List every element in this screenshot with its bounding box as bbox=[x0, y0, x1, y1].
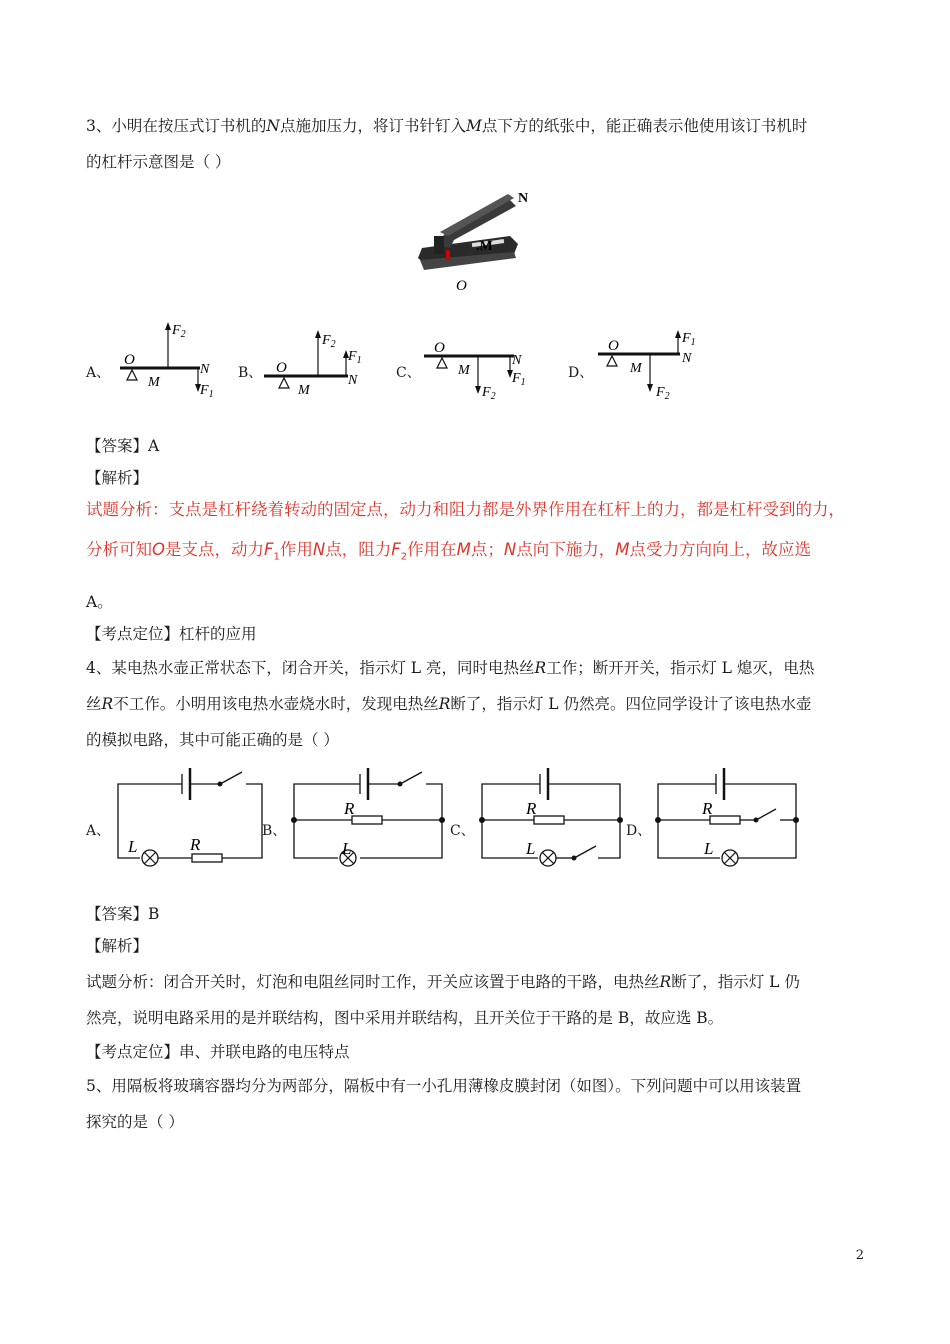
lever-c-m: M bbox=[458, 363, 470, 378]
q4-analysis-heading: 【解析】 bbox=[86, 937, 149, 955]
circuit-diagram-a bbox=[110, 762, 270, 872]
lever-b-f1: $F_1$ bbox=[348, 349, 362, 366]
q3-option-c-letter: C、 bbox=[396, 365, 421, 381]
lever-a-n: N bbox=[200, 362, 210, 377]
lever-c-o: O bbox=[434, 340, 445, 356]
circuit-diagram-d bbox=[650, 762, 814, 872]
q3-analysis-heading: 【解析】 bbox=[86, 469, 149, 487]
circuit-a-r: R bbox=[190, 835, 201, 854]
circuit-c-l: L bbox=[526, 839, 536, 858]
q4-option-a-letter: A、 bbox=[86, 823, 111, 839]
lever-d-m: M bbox=[630, 361, 642, 376]
lever-diagram-c bbox=[418, 336, 538, 406]
q3-analysis-line3: A。 bbox=[86, 593, 113, 611]
lever-a-o: O bbox=[124, 352, 135, 368]
lever-a-m: M bbox=[148, 375, 160, 390]
lever-c-f1: $F_1$ bbox=[512, 371, 526, 388]
q4-option-c-letter: C、 bbox=[450, 823, 475, 839]
lever-a-f1: $F_1$ bbox=[200, 383, 214, 400]
q3-stem-line1: 3、小明在按压式订书机的N点施加压力，将订书针钉入M点下方的纸张中，能正确表示他使用该订书机时 bbox=[86, 117, 808, 135]
circuit-d-l: L bbox=[704, 839, 714, 858]
lever-b-o: O bbox=[276, 360, 287, 376]
lever-diagram-a bbox=[112, 318, 222, 403]
q3-option-b-letter: B、 bbox=[238, 365, 263, 381]
stapler-figure bbox=[410, 188, 540, 298]
q4-topic: 【考点定位】串、并联电路的电压特点 bbox=[86, 1043, 350, 1061]
q4-option-b-letter: B、 bbox=[262, 823, 287, 839]
circuit-diagram-c bbox=[474, 762, 638, 872]
q4-option-d-letter: D、 bbox=[626, 823, 652, 839]
stapler-label-n: N bbox=[518, 191, 529, 206]
q3-analysis-line2: 分析可知O是支点，动力$F_1$作用N点，阻力$F_2$作用在M点；N点向下施力，M点受力方向向上，故应选 bbox=[86, 540, 811, 563]
stapler-label-o: O bbox=[456, 278, 467, 294]
lever-diagram-b bbox=[260, 322, 370, 402]
circuit-d-r: R bbox=[702, 799, 713, 818]
lever-d-f2: $F_2$ bbox=[656, 385, 670, 402]
lever-d-o: O bbox=[608, 338, 619, 354]
q4-stem-line3: 的模拟电路，其中可能正确的是（ ） bbox=[86, 731, 339, 749]
lever-b-m: M bbox=[298, 383, 310, 398]
stapler-label-m: .M bbox=[476, 239, 493, 254]
lever-c-n: N bbox=[512, 353, 522, 368]
lever-b-n: N bbox=[348, 373, 358, 388]
circuit-diagram-b bbox=[286, 762, 450, 872]
lever-b-f2: $F_2$ bbox=[322, 333, 336, 350]
q5-stem-line1: 5、用隔板将玻璃容器均分为两部分，隔板中有一小孔用薄橡皮膜封闭（如图）。下列问题中可以用该装置 bbox=[86, 1077, 802, 1095]
q4-answer: 【答案】B bbox=[86, 905, 160, 923]
lever-diagram-d bbox=[592, 324, 712, 404]
lever-d-n: N bbox=[682, 351, 692, 366]
circuit-c-r: R bbox=[526, 799, 537, 818]
circuit-a-l: L bbox=[128, 837, 138, 856]
q4-analysis-line2: 然亮，说明电路采用的是并联结构，图中采用并联结构，且开关位于干路的是 B，故应选 B。 bbox=[86, 1009, 724, 1027]
q4-stem-line1: 4、某电热水壶正常状态下，闭合开关，指示灯 L 亮，同时电热丝R工作；断开开关，指示灯 L 熄灭，电热 bbox=[86, 659, 815, 677]
lever-c-f2: $F_2$ bbox=[482, 385, 496, 402]
q3-stem-line2: 的杠杆示意图是（ ） bbox=[86, 153, 231, 171]
q5-stem-line2: 探究的是（ ） bbox=[86, 1113, 184, 1131]
lever-a-f2: $F_2$ bbox=[172, 323, 186, 340]
q4-stem-line2: 丝R不工作。小明用该电热水壶烧水时，发现电热丝R断了，指示灯 L 仍然亮。四位同学设计了该电热水壶 bbox=[86, 695, 812, 713]
lever-d-f1: $F_1$ bbox=[682, 331, 696, 348]
circuit-b-r: R bbox=[344, 799, 355, 818]
q3-answer: 【答案】A bbox=[86, 437, 160, 455]
q4-analysis-line1: 试题分析：闭合开关时，灯泡和电阻丝同时工作，开关应该置于电路的干路，电热丝R断了，指示灯 L 仍 bbox=[86, 973, 800, 991]
q3-analysis-line1: 试题分析：支点是杠杆绕着转动的固定点，动力和阻力都是外界作用在杠杆上的力，都是杠杆受到的力， bbox=[86, 500, 845, 519]
circuit-b-l: L bbox=[342, 839, 352, 858]
q3-option-a-letter: A、 bbox=[86, 365, 111, 381]
q3-topic: 【考点定位】杠杆的应用 bbox=[86, 625, 257, 643]
q3-option-d-letter: D、 bbox=[568, 365, 594, 381]
page-number: 2 bbox=[855, 1248, 864, 1263]
